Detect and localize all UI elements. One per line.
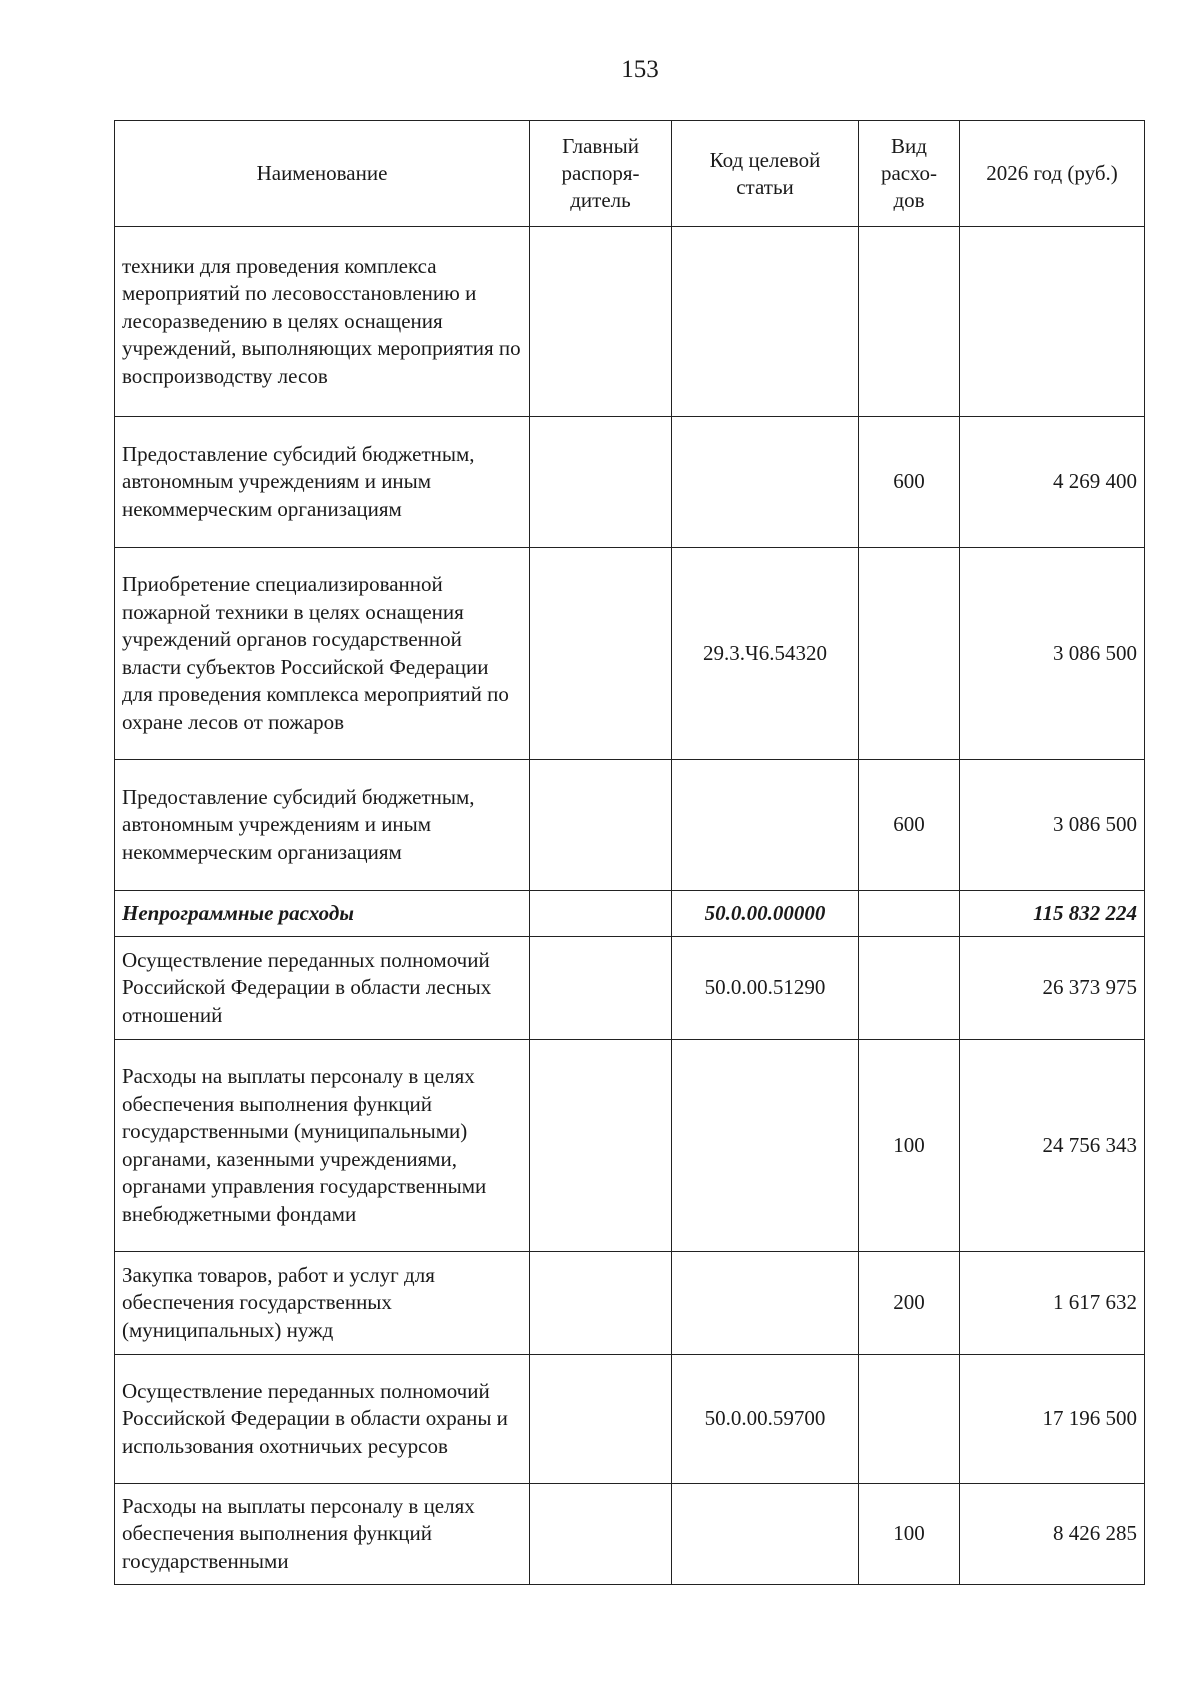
- row-type: 100: [859, 1484, 960, 1585]
- row-distributor: [530, 548, 672, 760]
- row-code: 50.0.00.51290: [672, 937, 859, 1040]
- row-distributor: [530, 417, 672, 548]
- row-name: Расходы на выплаты персоналу в целях обеспечения выполнения функций государственными: [115, 1484, 530, 1585]
- row-amount: 17 196 500: [960, 1355, 1145, 1484]
- row-type: 600: [859, 760, 960, 891]
- header-expense-type: Вид расхо-дов: [859, 121, 960, 227]
- table-row: [115, 760, 1145, 891]
- row-name: Осуществление переданных полномочий Российской Федерации в области лесных отношений: [115, 937, 530, 1040]
- row-type: [859, 937, 960, 1040]
- budget-table: [114, 120, 1145, 1585]
- header-distributor: Главный распоря-дитель: [530, 121, 672, 227]
- row-code: [672, 1484, 859, 1585]
- row-amount: 1 617 632: [960, 1252, 1145, 1355]
- table-row: [115, 1040, 1145, 1252]
- row-distributor: [530, 227, 672, 417]
- row-distributor: [530, 937, 672, 1040]
- header-target-code: Код целевой статьи: [672, 121, 859, 227]
- row-code: [672, 760, 859, 891]
- row-name: Предоставление субсидий бюджетным, автономным учреждениям и иным некоммерческим организациям: [115, 417, 530, 548]
- row-name: Расходы на выплаты персоналу в целях обеспечения выполнения функций государственными (муниципальными) органами, казенными учреждениями, органами управления государственными внебюджетными фондами: [115, 1040, 530, 1252]
- row-amount: 24 756 343: [960, 1040, 1145, 1252]
- header-year-amount: 2026 год (руб.): [960, 121, 1145, 227]
- row-type: [859, 1355, 960, 1484]
- row-amount: 8 426 285: [960, 1484, 1145, 1585]
- table-row: [115, 1484, 1145, 1585]
- table-row: [115, 891, 1145, 937]
- table-row: [115, 937, 1145, 1040]
- row-distributor: [530, 1484, 672, 1585]
- row-name: Непрограммные расходы: [115, 891, 530, 937]
- row-amount: 115 832 224: [960, 891, 1145, 937]
- row-distributor: [530, 760, 672, 891]
- row-amount: [960, 227, 1145, 417]
- row-type: [859, 548, 960, 760]
- row-amount: 26 373 975: [960, 937, 1145, 1040]
- row-type: 100: [859, 1040, 960, 1252]
- row-distributor: [530, 1355, 672, 1484]
- row-code: 50.0.00.59700: [672, 1355, 859, 1484]
- header-name: Наименование: [115, 121, 530, 227]
- row-amount: 4 269 400: [960, 417, 1145, 548]
- row-type: [859, 227, 960, 417]
- row-distributor: [530, 891, 672, 937]
- row-name: Закупка товаров, работ и услуг для обеспечения государственных (муниципальных) нужд: [115, 1252, 530, 1355]
- table-row: [115, 417, 1145, 548]
- row-type: 600: [859, 417, 960, 548]
- row-type: [859, 891, 960, 937]
- row-amount: 3 086 500: [960, 548, 1145, 760]
- row-code: [672, 417, 859, 548]
- row-name: Приобретение специализированной пожарной техники в целях оснащения учреждений органов государственной власти субъектов Российской Федерации для проведения комплекса мероприятий по охране лесов от пожаров: [115, 548, 530, 760]
- table-header-row: [115, 121, 1145, 227]
- row-code: 50.0.00.00000: [672, 891, 859, 937]
- row-name: Осуществление переданных полномочий Российской Федерации в области охраны и использования охотничьих ресурсов: [115, 1355, 530, 1484]
- table-row: [115, 227, 1145, 417]
- row-amount: 3 086 500: [960, 760, 1145, 891]
- row-code: [672, 1040, 859, 1252]
- row-code: [672, 227, 859, 417]
- row-name: Предоставление субсидий бюджетным, автономным учреждениям и иным некоммерческим организациям: [115, 760, 530, 891]
- row-code: 29.3.Ч6.54320: [672, 548, 859, 760]
- table-row: [115, 1355, 1145, 1484]
- row-distributor: [530, 1252, 672, 1355]
- row-name: техники для проведения комплекса мероприятий по лесовосстановлению и лесоразведению в целях оснащения учреждений, выполняющих мероприятия по воспроизводству лесов: [115, 227, 530, 417]
- table-row: [115, 548, 1145, 760]
- table-row: [115, 1252, 1145, 1355]
- row-type: 200: [859, 1252, 960, 1355]
- row-code: [672, 1252, 859, 1355]
- row-distributor: [530, 1040, 672, 1252]
- page-number: 153: [621, 56, 659, 83]
